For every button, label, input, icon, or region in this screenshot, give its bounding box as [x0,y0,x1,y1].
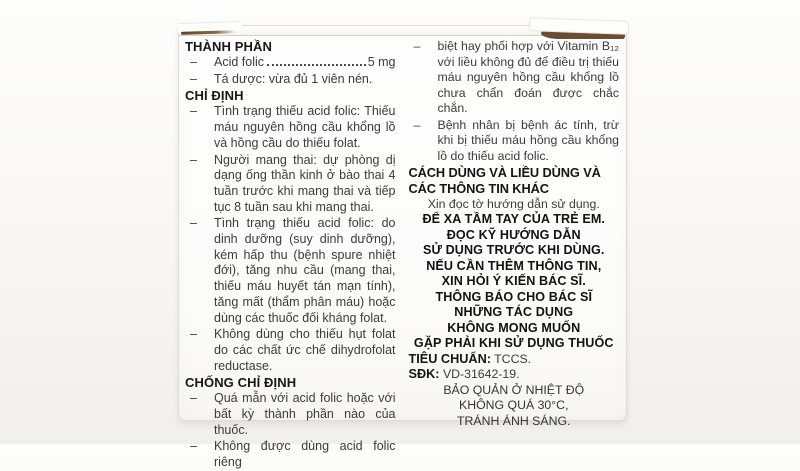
medicine-box-panel [178,25,627,470]
storage-line: KHÔNG QUÁ 30°C, [459,398,569,413]
dotted-leader [267,64,366,66]
dash-bullet: – [413,39,421,53]
warning-line: XIN HỎI Ý KIẾN BÁC SĨ. [441,274,586,289]
storage-line: TRÁNH ÁNH SÁNG. [457,413,571,428]
warning-line: THÔNG BÁO CHO BÁC SĨ [435,289,593,304]
list-item-text: Không dùng cho thiếu hụt folat do các chất ức chế dihydrofolat reductase. [214,327,396,373]
list-item-text: Tình trạng thiếu acid folic: do dinh dưỡng (suy dinh dưỡng), kém hấp thu (bệnh spure nhiệt đới), tăng nhu cầu (mang thai, thiếu máu huyết tán mạn tính), tăng mất (thẩm phân máu) hoặc dùng các thuốc đối kháng folat. [214,216,396,325]
dosage-value: 5 mg [367,55,396,69]
list-item [185,391,396,438]
warning-line: KHÔNG MONG MUỐN [447,320,581,335]
dosage-label: Acid folic [214,55,265,69]
dash-bullet: – [190,55,197,69]
dash-bullet: – [190,439,197,454]
list-item-text: Người mang thai: dự phòng dị dạng ống thần kinh ở bào thai 4 tuần trước khi mang thai và tiếp tục 8 tuần sau khi mang thai. [214,152,396,214]
list-item [185,104,396,151]
dash-bullet: – [190,152,197,167]
dash-bullet: – [190,71,197,86]
list-item-text: Tình trạng thiếu acid folic: Thiếu máu nguyên hồng cầu khổng lồ và hồng cầu do thiếu folat. [214,104,396,150]
storage-line: BẢO QUẢN Ở NHIỆT ĐỘ [443,382,585,397]
list-item [185,72,396,88]
panel-text [185,39,619,470]
usage-note: Xin đọc tờ hướng dẫn sử dụng. [427,196,600,211]
list-item [409,39,620,117]
warning-line: NẾU CẦN THÊM THÔNG TIN, [426,258,602,273]
list-item [185,439,396,470]
dash-bullet: – [413,117,421,132]
left-column [185,39,396,470]
list-item-text: Bệnh nhân bị bệnh ác tính, trừ khi bị thiếu máu hồng cầu khổng lồ do thiếu acid folic. [437,117,619,163]
section-heading-thanh-phan: THÀNH PHẦN [185,39,272,54]
registration-line [409,367,620,383]
dash-bullet: – [190,327,197,342]
list-item-text: Quá mẫn với acid folic hoặc với bất kỳ thành phần nào của thuốc. [214,391,396,437]
registration-label: SĐK: [408,367,440,382]
section-heading-chi-dinh: CHỈ ĐỊNH [185,88,244,104]
right-column [408,39,620,428]
list-item [185,55,396,71]
dash-bullet: – [190,391,197,406]
standard-line [409,352,620,368]
dash-bullet: – [190,104,197,119]
list-item-text: Tá dược: vừa đủ 1 viên nén. [214,71,373,86]
section-heading-cach-dung: CÁCH DÙNG VÀ LIỀU DÙNG VÀ CÁC THÔNG TIN KHÁC [408,165,601,196]
list-item [185,216,396,326]
warning-line: ĐỂ XA TẦM TAY CỦA TRẺ EM. [422,212,606,227]
warning-line: NHỮNG TÁC DỤNG [454,305,574,320]
section-heading-chong-chi-dinh: CHỐNG CHỈ ĐỊNH [185,375,297,391]
standard-value: TCCS. [494,351,532,366]
list-item [409,118,620,165]
warning-line: ĐỌC KỸ HƯỚNG DẪN [446,227,581,242]
list-item [185,327,396,374]
list-item-text: biệt hay phối hợp với Vitamin B₁₂ với liều không đủ để điều trị thiếu máu nguyên hồng cầu khổng lồ chưa chẩn đoán được chắc chắn. [437,39,619,115]
standard-label: TIÊU CHUẨN: [408,351,491,366]
dosage-line [214,55,396,71]
dash-bullet: – [190,216,197,231]
list-item-text: Không được dùng acid folic riêng [214,439,396,470]
warning-line: GẶP PHẢI KHI SỬ DỤNG THUỐC [413,336,614,351]
list-item [185,153,396,216]
warning-line: SỬ DỤNG TRƯỚC KHI DÙNG. [422,243,605,258]
registration-value: VD-31642-19. [442,367,520,382]
